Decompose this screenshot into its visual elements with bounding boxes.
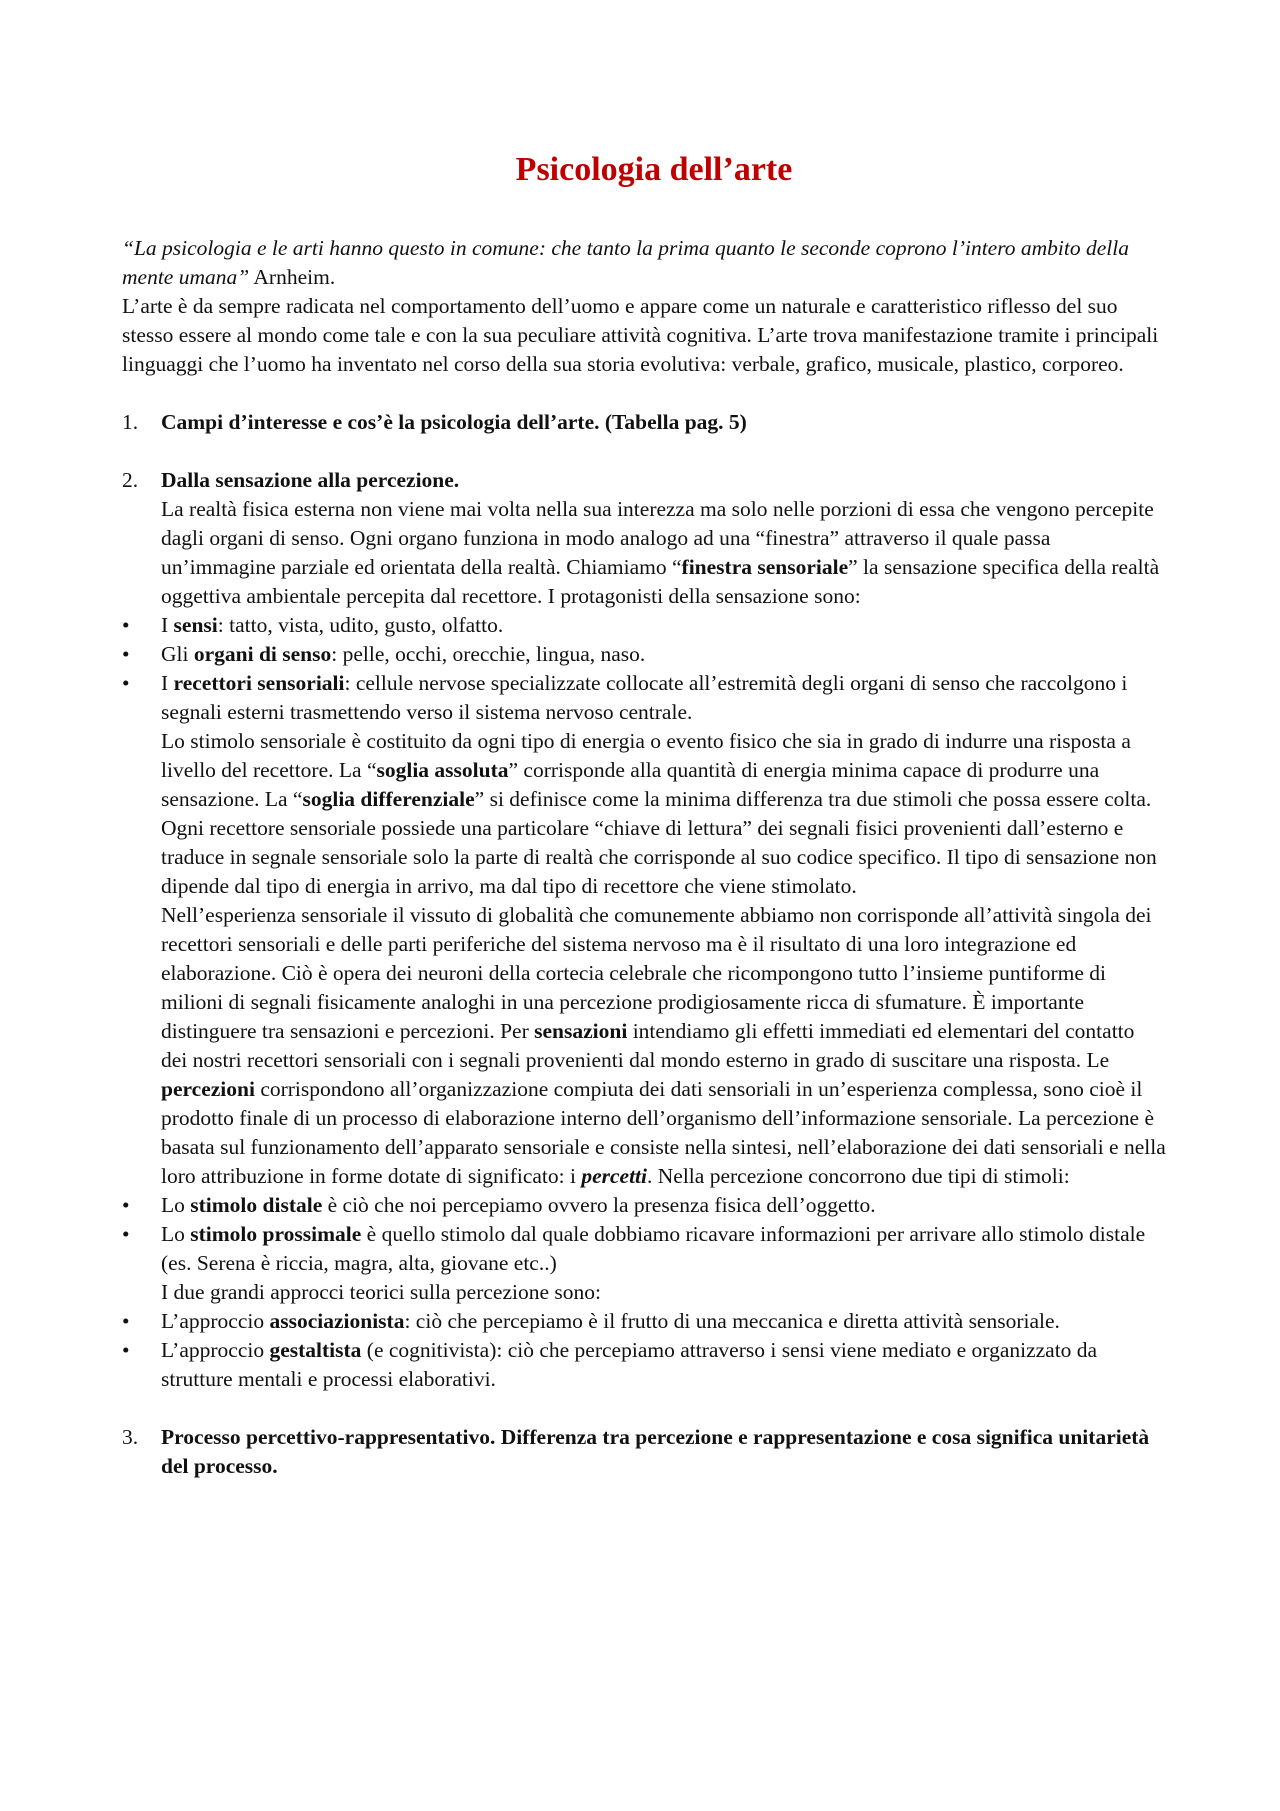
list-item — [122, 1307, 1166, 1336]
bold-term: finestra sensoriale — [681, 555, 849, 579]
bullet-list — [122, 1307, 1166, 1394]
intro — [122, 234, 1166, 379]
paragraph — [161, 901, 1166, 1191]
text-run: corrispondono all’organizzazione compiuta dei dati sensoriali in un’esperienza complessa, sono cioè il prodotto finale di un processo di elaborazione interno dell’organismo dell’informazione sensoriale. La percezione è basata sul funzionamento dell’apparato sensoriale e consiste nella sintesi, nell’elaborazione dei dati sensoriali e nella loro attribuzione in forme dotate di significato: i — [161, 1077, 1166, 1188]
section-number: 2. — [122, 468, 139, 492]
section-1 — [122, 408, 1166, 437]
intro-quote-line — [122, 234, 1166, 292]
bullet-icon: • — [122, 671, 130, 695]
list-item — [122, 1191, 1166, 1220]
bold-term: stimolo prossimale — [190, 1222, 362, 1246]
section-2 — [122, 466, 1166, 1394]
bold-term: sensazioni — [534, 1019, 628, 1043]
text-run: L’approccio — [161, 1338, 270, 1362]
text-run: I — [161, 671, 174, 695]
bold-term: stimolo distale — [190, 1193, 323, 1217]
section-title: Campi d’interesse e cos’è la psicologia dell’arte. (Tabella pag. 5) — [161, 410, 747, 434]
section-3 — [122, 1423, 1166, 1481]
text-run: : ciò che percepiamo è il frutto di una meccanica e diretta attività sensoriale. — [404, 1309, 1060, 1333]
paragraph: I due grandi approcci teorici sulla percezione sono: — [161, 1280, 601, 1304]
paragraph — [161, 495, 1166, 611]
text-run: è quello stimolo dal quale dobbiamo ricavare informazioni per arrivare allo stimolo distale (es. Serena è riccia, magra, alta, giovane etc..) — [161, 1222, 1146, 1275]
text-run: ” corrisponde alla quantità di energia minima capace di produrre una sensazione. La “ — [161, 758, 1100, 811]
list-item — [122, 669, 1166, 727]
bold-term: sensi — [173, 613, 218, 637]
text-run: L’approccio — [161, 1309, 270, 1333]
list-item — [122, 1220, 1166, 1278]
bold-term: percezioni — [161, 1077, 255, 1101]
text-run: Gli — [161, 642, 194, 666]
intro-paragraph: L’arte è da sempre radicata nel comportamento dell’uomo e appare come un naturale e caratteristico riflesso del suo stesso essere al mondo come tale e con la sua peculiare attività cognitiva. L’arte trova manifestazione tramite i principali linguaggi che l’uomo ha inventato nel corso della sua storia evolutiva: verbale, grafico, musicale, plastico, corporeo. — [122, 294, 1159, 376]
bold-term: soglia differenziale — [302, 787, 475, 811]
text-run: Nell’esperienza sensoriale il vissuto di globalità che comunemente abbiamo non corrisponde all’attività singola dei recettori sensoriali e delle parti periferiche del sistema nervoso ma è il risultato di una loro integrazione ed elaborazione. Ciò è opera dei neuroni della cortecia celebrale che ricompongono tutto l’insieme puntiforme di milioni di segnali fisicamente analoghi in una percezione prodigiosamente ricca di sfumature. È importante distinguere tra sensazioni e percezioni. Per — [161, 903, 1152, 1043]
bold-term: soglia assoluta — [376, 758, 509, 782]
bullet-icon: • — [122, 613, 130, 637]
text-run: Lo stimolo sensoriale è costituito da ogni tipo di energia o evento fisico che sia in grado di indurre una risposta a livello del recettore. La “ — [161, 729, 1131, 782]
text-run: : cellule nervose specializzate collocate all’estremità degli organi di senso che raccolgono i segnali esterni trasmettendo verso il sistema nervoso centrale. — [161, 671, 1128, 724]
text-run: Lo — [161, 1193, 191, 1217]
section-title: Dalla sensazione alla percezione. — [161, 468, 460, 492]
text-run: : pelle, occhi, orecchie, lingua, naso. — [331, 642, 646, 666]
document-title: Psicologia dell’arte — [515, 151, 793, 188]
bold-term: associazionista — [269, 1309, 405, 1333]
text-run: (e cognitivista): ciò che percepiamo attraverso i sensi viene mediato e organizzato da strutture mentali e processi elaborativi. — [161, 1338, 1098, 1391]
bold-term: gestaltista — [269, 1338, 362, 1362]
text-run: intendiamo gli effetti immediati ed elementari del contatto dei nostri recettori sensoriali con i segnali provenienti dal mondo esterno in grado di suscitare una risposta. Le — [161, 1019, 1135, 1072]
text-run: ” la sensazione specifica della realtà oggettiva ambientale percepita dal recettore. I protagonisti della sensazione sono: — [161, 555, 1160, 608]
text-run: . Nella percezione concorrono due tipi di stimoli: — [647, 1164, 1070, 1188]
list-item — [122, 640, 1166, 669]
paragraph — [161, 727, 1166, 901]
list-item — [122, 1336, 1166, 1394]
text-run: è ciò che noi percepiamo ovvero la presenza fisica dell’oggetto. — [322, 1193, 876, 1217]
bullet-icon: • — [122, 1222, 130, 1246]
bold-italic-term: percetti — [581, 1164, 648, 1188]
bold-term: recettori sensoriali — [173, 671, 345, 695]
bullet-list — [122, 611, 1166, 727]
list-item — [122, 611, 1166, 640]
bullet-icon: • — [122, 642, 130, 666]
bullet-icon: • — [122, 1193, 130, 1217]
bullet-icon: • — [122, 1309, 130, 1333]
text-run: La realtà fisica esterna non viene mai volta nella sua interezza ma solo nelle porzioni di essa che vengono percepite dagli organi di senso. Ogni organo funziona in modo analogo ad una “finestra” attraverso il quale passa un’immagine parziale ed orientata della realtà. Chiamiamo “ — [161, 497, 1154, 579]
bold-term: organi di senso — [193, 642, 332, 666]
section-number: 1. — [122, 410, 139, 434]
quote-author: Arnheim. — [249, 265, 336, 289]
text-run: ” si definisce come la minima differenza tra due stimoli che possa essere colta. Ogni recettore sensoriale possiede una particolare “chiave di lettura” dei segnali fisici provenienti dall’esterno e traduce in segnale sensoriale solo la parte di realtà che corrisponde al suo codice specifico. Il tipo di sensazione non dipende dal tipo di energia in arrivo, ma dal tipo di recettore che viene stimolato. — [161, 787, 1157, 898]
text-run: I — [161, 613, 174, 637]
text-run: Lo — [161, 1222, 191, 1246]
section-title: Processo percettivo-rappresentativo. Differenza tra percezione e rappresentazione e cosa significa unitarietà del processo. — [161, 1425, 1150, 1478]
section-number: 3. — [122, 1425, 139, 1449]
bullet-icon: • — [122, 1338, 130, 1362]
text-run: : tatto, vista, udito, gusto, olfatto. — [217, 613, 504, 637]
intro-quote: “La psicologia e le arti hanno questo in comune: che tanto la prima quanto le seconde coprono l’intero ambito della mente umana” — [122, 236, 1129, 289]
bullet-list — [122, 1191, 1166, 1278]
